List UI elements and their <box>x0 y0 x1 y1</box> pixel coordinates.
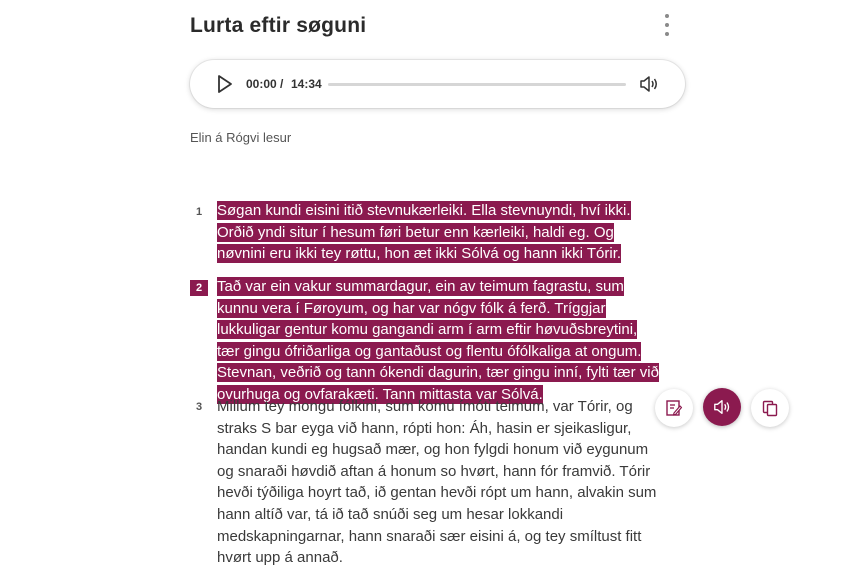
edit-note-button[interactable] <box>655 389 693 427</box>
play-icon[interactable] <box>216 74 234 94</box>
volume-icon[interactable] <box>639 74 659 94</box>
paragraph-text: Tað var ein vakur summardagur, ein av teimum fagrastu, sum kunnu vera í Føroyum, og har var nógv fólk á ferð. Tríggjar lukkuligar gentur komu gangandi arm í arm eftir høvuðsbreytini, tær gingu ófriðarliga og gantaðust og flentu ófólkaliga at ongum. Stevnan, veðrið og tann ókendi dagurin, tær gingu inní, fylti tær við ovurhuga og ovfarakæti. Tann mittasta var Sólvá. <box>217 278 659 403</box>
paragraph-number: 2 <box>190 280 208 296</box>
paragraph-1[interactable] <box>190 200 660 265</box>
speaker-icon <box>713 398 731 416</box>
paragraph-3[interactable] <box>190 396 660 569</box>
paragraph-2[interactable] <box>190 276 660 406</box>
current-time: 00:00 <box>246 77 277 91</box>
paragraph-text: Millum tey mongu fólkini, sum komu ímóti teimum, var Tórir, og straks S bar eyga við hann, rópti hon: Áh, hasin er sjeikasligur, handan kundi eg hugsað mær, og hon fylgdi honum við eygunum og snaraði høvdið aftan á honum so hvørt, hann fór framvið. Tórir hevði týðiliga hoyrt tað, ið gentan hevði rópt um hann, alvakin sum hann altíð var, tá ið tað snúði seg um hesar lokkandi medskapningarnar, hann snaraði sær eisini á, og tey smíltust fitt hvørt upp á annað. <box>217 398 657 567</box>
edit-note-icon <box>665 399 683 417</box>
paragraph-number: 3 <box>195 401 203 413</box>
copy-button[interactable] <box>751 389 789 427</box>
audio-player <box>190 60 685 108</box>
reader-label: Elin á Rógvi lesur <box>190 130 292 145</box>
page-title: Lurta eftir søguni <box>190 14 367 37</box>
more-vertical-icon[interactable] <box>659 14 675 36</box>
listen-button[interactable] <box>703 388 741 426</box>
duration: 14:34 <box>291 77 322 91</box>
paragraph-number: 1 <box>195 206 203 218</box>
progress-bar[interactable] <box>328 83 626 86</box>
copy-icon <box>761 399 779 417</box>
paragraph-text: Søgan kundi eisini itið stevnukærleiki. Ella stevnuyndi, hví ikki. Orðið yndi situr í hesum føri betur enn kærleiki, haldi eg. Og nøvnini eru ikki tey røttu, hon æt ikki Sólvá og hann ikki Tórir. <box>217 202 631 263</box>
time-separator: / <box>280 77 284 91</box>
